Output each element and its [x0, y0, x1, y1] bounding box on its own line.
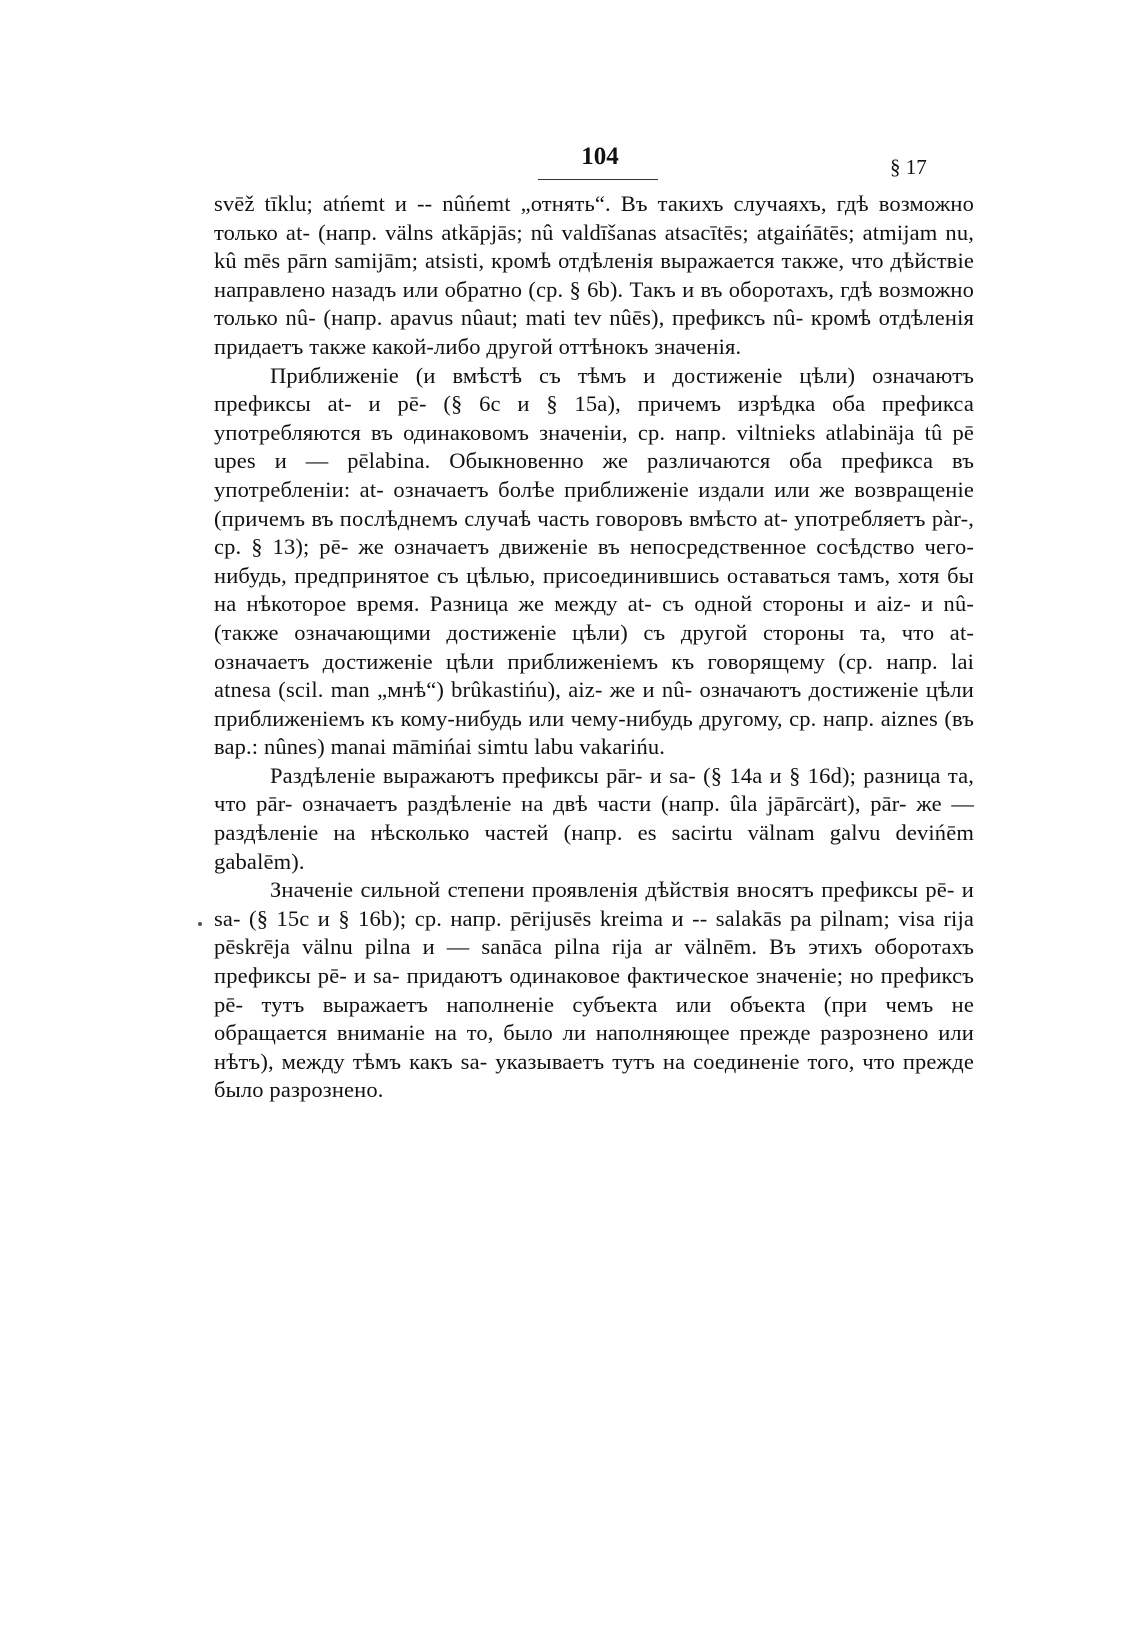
section-mark: § 17: [890, 155, 927, 179]
page-header: [0, 143, 1140, 183]
paragraph-3: Раздѣленіе выражаютъ префиксы pār- и sa- (§ 14a и § 16d); разница та, что pār- означаетъ раздѣленіе на двѣ части (напр. ûla jāpārcärt), pār- же — раздѣленіе на нѣсколько частей (напр. es sacirtu välnam galvu devińēm gabalēm).: [214, 762, 974, 874]
paragraph-4: Значеніе сильной степени проявленія дѣйствія вносятъ префиксы pē- и sa- (§ 15c и § 16b); ср. напр. pērijusēs kreima и -- salakās pa pilnam; visa rija pēskrēja välnu pilna и — sanāca pilna rija ar välnēm. Въ этихъ оборотахъ префиксы pē- и sa- придаютъ одинаковое фактическое значеніе; но префиксъ pē- тутъ выражаетъ наполненіе субъекта или объекта (при чемъ не обращается вниманіе на то, было ли наполняющее прежде разрознено или нѣтъ), между тѣмъ какъ sa- указываетъ тутъ на соединеніе того, что прежде было разрознено.: [214, 877, 974, 1103]
paragraph-2: Приближеніе (и вмѣстѣ съ тѣмъ и достиженіе цѣли) означаютъ префиксы at- и pē- (§ 6c и § 15a), причемъ изрѣдка оба префикса употребляются въ одинаковомъ значеніи, ср. напр. viltnieks atlabinäja tû pē upes и — pēlabina. Обыкновенно же различаются оба префикса въ употребленіи: at- означаетъ болѣе приближеніе издали или же возвращеніе (причемъ въ послѣднемъ случаѣ часть говоровъ вмѣсто at- употребляетъ pàr-, ср. § 13); pē- же означаетъ движеніе въ непосредственное сосѣдство чего-нибудь, предпринятое съ цѣлью, присоединившись оставаться тамъ, хотя бы на нѣкоторое время. Разница же между at- съ одной стороны и aiz- и nû- (также означающими достиженіе цѣли) съ другой стороны та, что at- означаетъ достиженіе цѣли приближеніемъ къ говорящему (ср. напр. lai atnesa (scil. man „мнѣ“) brûkastińu), aiz- же и nû- означаютъ достиженіе цѣли приближеніемъ къ кому-нибудь или чему-нибудь другому, ср. напр. aiznes (въ вар.: nûnes) manai māmińai simtu labu vakarińu.: [214, 362, 974, 760]
margin-dot: [198, 922, 202, 926]
paragraph-1: svēž tīklu; atńemt и -- nûńemt „отнять“. Въ такихъ случаяхъ, гдѣ возможно только at- (напр. välns atkāpjās; nû valdīšanas atsacītēs; atgaińātēs; atmijam nu, kû mēs pārn samijām; atsisti, кромѣ отдѣленія выражается также, что дѣйствіе направлено назадъ или обратно (ср. § 6b). Такъ и въ оборотахъ, гдѣ возможно только nû- (напр. apavus nûaut; mati tev nûēs), префиксъ nû- кромѣ отдѣленія придаетъ также какой-либо другой оттѣнокъ значенія.: [214, 191, 974, 359]
header-rule: [538, 179, 658, 180]
page-number: 104: [581, 143, 619, 170]
body-text: [214, 190, 974, 1105]
